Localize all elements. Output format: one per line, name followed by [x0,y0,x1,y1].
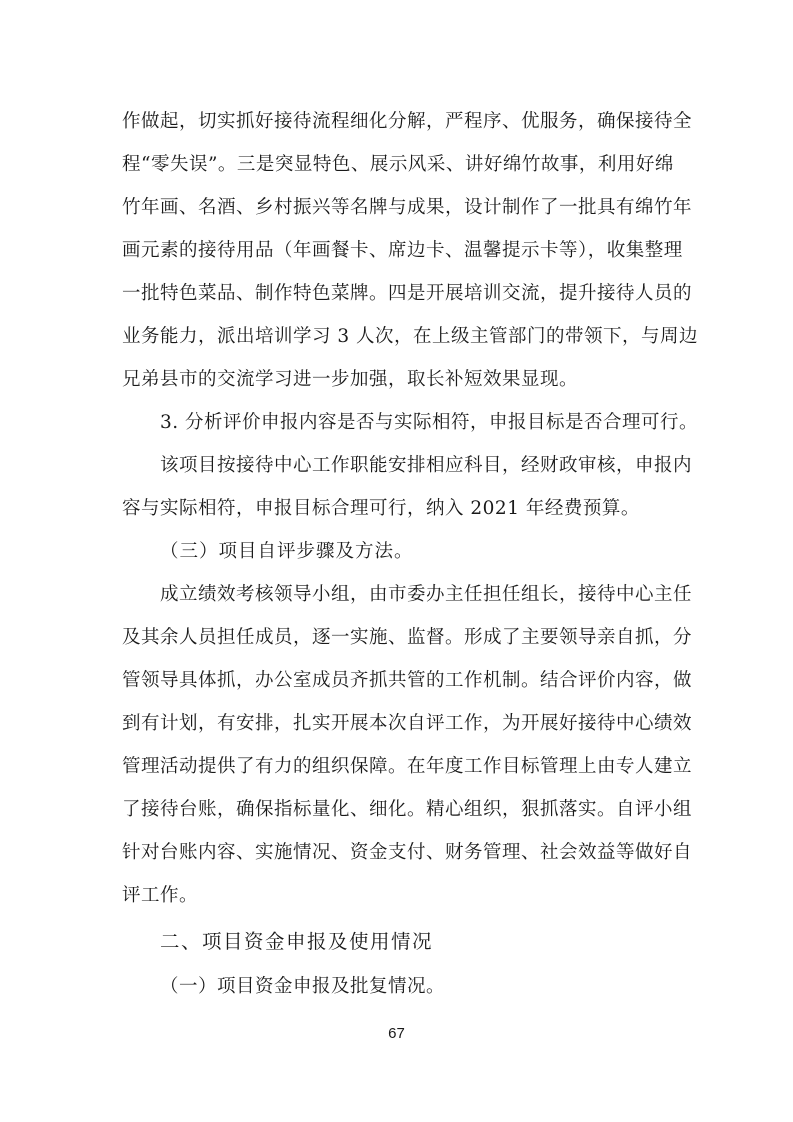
paragraph-line: 了接待台账，确保指标量化、细化。精心组织，狠抓落实。自评小组 [122,799,693,820]
section-heading: （三）项目自评步骤及方法。 [160,541,414,562]
chapter-heading: 二、项目资金申报及使用情况 [160,930,434,953]
paragraph-line: 作做起，切实抓好接待流程细化分解，严程序、优服务，确保接待全 [122,111,693,132]
paragraph-line: 针对台账内容、实施情况、资金支付、财务管理、社会效益等做好自 [122,842,693,863]
numbered-item: 3. 分析评价申报内容是否与实际相符，申报目标是否合理可行。 [160,412,699,433]
paragraph-line: 该项目按接待中心工作职能安排相应科目，经财政审核，申报内 [160,455,693,476]
page-number: 67 [388,1025,405,1042]
paragraph-line: 及其余人员担任成员，逐一实施、监督。形成了主要领导亲自抓，分 [122,627,693,648]
paragraph-line: 一批特色菜品、制作特色菜牌。四是开展培训交流，提升接待人员的 [122,283,693,304]
paragraph-line: 管理活动提供了有力的组织保障。在年度工作目标管理上由专人建立 [122,756,693,777]
paragraph-line: 程“零失误”。三是突显特色、展示风采、讲好绵竹故事，利用好绵 [122,154,674,175]
paragraph-line: 评工作。 [122,885,199,906]
paragraph-line: 到有计划，有安排，扎实开展本次自评工作，为开展好接待中心绩效 [122,713,693,734]
paragraph-line: 兄弟县市的交流学习进一步加强，取长补短效果显现。 [122,369,579,390]
subsection-heading: （一）项目资金申报及批复情况。 [160,976,446,997]
paragraph-line: 管领导具体抓，办公室成员齐抓共管的工作机制。结合评价内容，做 [122,670,693,691]
paragraph-line: 容与实际相符，申报目标合理可行，纳入 2021 年经费预算。 [122,498,640,519]
paragraph-line: 竹年画、名酒、乡村振兴等名牌与成果，设计制作了一批具有绵竹年 [122,197,693,218]
paragraph-line: 成立绩效考核领导小组，由市委办主任担任组长，接待中心主任 [160,584,693,605]
paragraph-line: 业务能力，派出培训学习 3 人次，在上级主管部门的带领下，与周边 [122,326,699,347]
paragraph-line: 画元素的接待用品（年画餐卡、席边卡、温馨提示卡等），收集整理 [122,240,683,261]
